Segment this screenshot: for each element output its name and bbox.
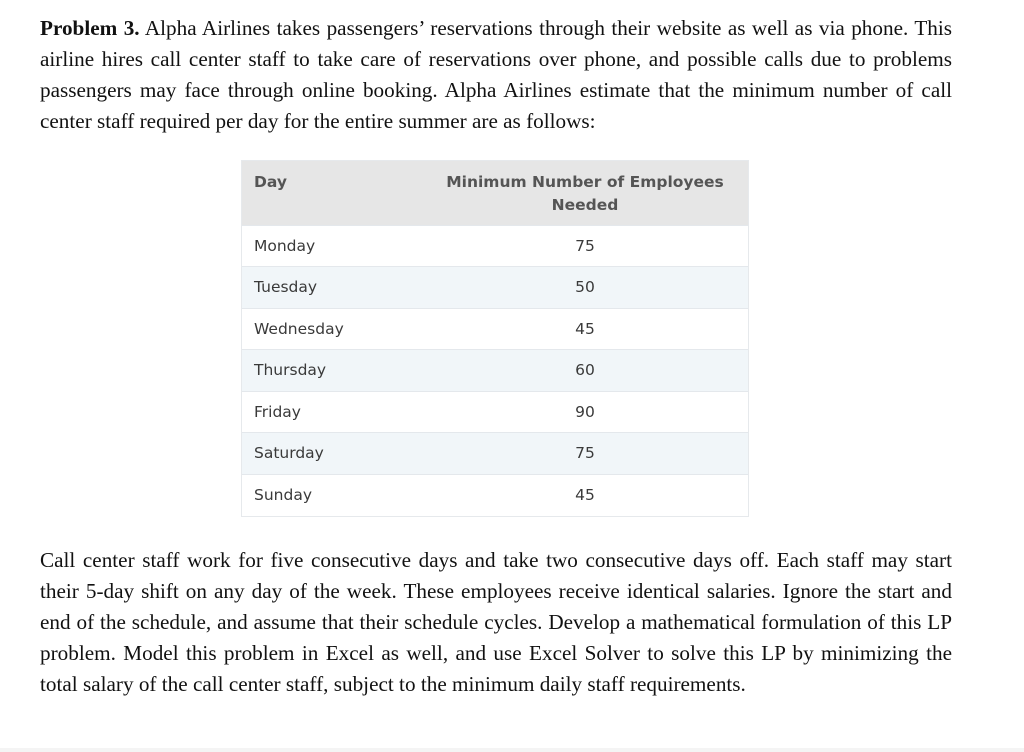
problem-instructions-paragraph: Call center staff work for five consecutive days and take two consecutive days off. Each staff may start their 5-day shift on any day of the week. These employees receive identical salaries. Ignore the start and end of the schedule, and assume that their schedule cycles. Develop a mathematical formulation of this LP problem. Model this problem in Excel as well, and use Excel Solver to solve this LP by minimizing the total salary of the call center staff, subject to the minimum daily staff requirements. [40,548,952,696]
min-employees-cell: 75 [422,433,748,475]
table-header-row [242,161,748,225]
day-cell: Wednesday [242,308,422,350]
table-row [242,350,748,392]
staffing-table [242,161,748,516]
table-row [242,391,748,433]
min-employees-cell: 60 [422,350,748,392]
table-row [242,267,748,309]
min-employees-cell: 75 [422,225,748,267]
staffing-table-container [241,160,749,517]
table-row [242,308,748,350]
day-cell: Friday [242,391,422,433]
min-employees-cell: 45 [422,474,748,516]
min-employees-cell: 50 [422,267,748,309]
min-employees-cell: 90 [422,391,748,433]
column-header-min-employees: Minimum Number of Employees Needed [422,161,748,225]
day-cell: Monday [242,225,422,267]
min-employees-cell: 45 [422,308,748,350]
day-cell: Saturday [242,433,422,475]
day-cell: Sunday [242,474,422,516]
table-row [242,225,748,267]
day-cell: Thursday [242,350,422,392]
problem-label: Problem 3. [40,16,140,40]
problem-intro-paragraph [40,13,952,137]
table-row [242,474,748,516]
table-row [242,433,748,475]
problem-intro-text: Alpha Airlines takes passengers’ reservations through their website as well as via phone. This airline hires call center staff to take care of reservations over phone, and possible calls due to problems passengers may face through online booking. Alpha Airlines estimate that the minimum number of call center staff required per day for the entire summer are as follows: [40,16,952,133]
page-bottom-divider [0,748,1024,752]
day-cell: Tuesday [242,267,422,309]
column-header-day: Day [242,161,422,225]
